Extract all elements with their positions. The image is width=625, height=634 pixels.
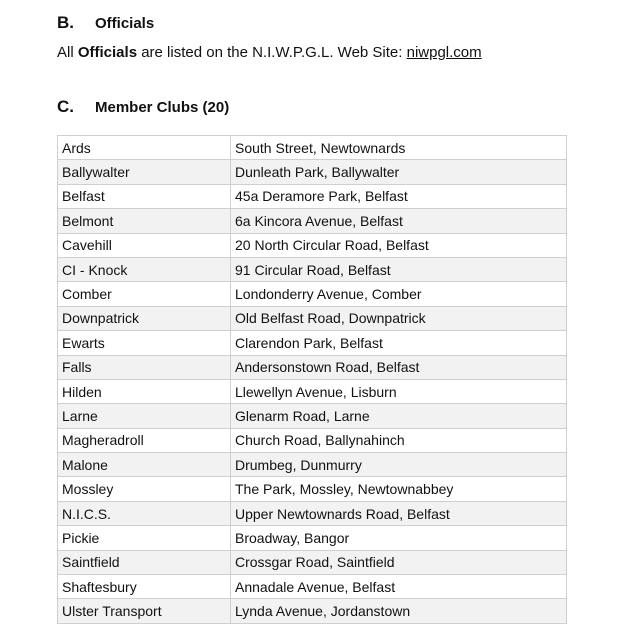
club-address-cell: Broadway, Bangor (231, 526, 567, 550)
table-row (58, 599, 567, 623)
club-address-cell: Clarendon Park, Belfast (231, 331, 567, 355)
club-name-cell: Falls (58, 355, 231, 379)
officials-text-prefix: All (57, 44, 78, 61)
club-address-cell: Londonderry Avenue, Comber (231, 282, 567, 306)
club-name-cell: Shaftesbury (58, 575, 231, 599)
table-row (58, 160, 567, 184)
table-row (58, 355, 567, 379)
table-row (58, 136, 567, 160)
section-b-heading (57, 13, 154, 33)
club-name-cell: Malone (58, 453, 231, 477)
table-row (58, 404, 567, 428)
club-name-cell: Mossley (58, 477, 231, 501)
member-clubs-table (57, 135, 567, 624)
table-row (58, 428, 567, 452)
club-name-cell: CI - Knock (58, 257, 231, 281)
club-name-cell: Pickie (58, 526, 231, 550)
club-address-cell: Upper Newtownards Road, Belfast (231, 501, 567, 525)
club-name-cell: Downpatrick (58, 306, 231, 330)
table-row (58, 453, 567, 477)
club-address-cell: Church Road, Ballynahinch (231, 428, 567, 452)
table-row (58, 575, 567, 599)
club-name-cell: Hilden (58, 379, 231, 403)
table-row (58, 526, 567, 550)
club-name-cell: Magheradroll (58, 428, 231, 452)
table-row (58, 209, 567, 233)
table-row (58, 331, 567, 355)
club-name-cell: Cavehill (58, 233, 231, 257)
section-c-letter: C. (57, 97, 74, 116)
club-name-cell: Comber (58, 282, 231, 306)
club-name-cell: Larne (58, 404, 231, 428)
table-row (58, 477, 567, 501)
club-address-cell: Llewellyn Avenue, Lisburn (231, 379, 567, 403)
table-row (58, 233, 567, 257)
club-name-cell: Belmont (58, 209, 231, 233)
table-row (58, 184, 567, 208)
club-name-cell: Ards (58, 136, 231, 160)
section-b-letter: B. (57, 13, 74, 32)
club-name-cell: Belfast (58, 184, 231, 208)
table-row (58, 501, 567, 525)
officials-text-bold: Officials (77, 44, 138, 61)
club-address-cell: Old Belfast Road, Downpatrick (231, 306, 567, 330)
section-c-title: Member Clubs (20) (95, 99, 230, 116)
table-row (58, 282, 567, 306)
club-name-cell: Saintfield (58, 550, 231, 574)
club-address-cell: Andersonstown Road, Belfast (231, 355, 567, 379)
club-address-cell: Glenarm Road, Larne (231, 404, 567, 428)
table-row (58, 257, 567, 281)
club-address-cell: Annadale Avenue, Belfast (231, 575, 567, 599)
club-name-cell: Ewarts (58, 331, 231, 355)
club-address-cell: Drumbeg, Dunmurry (231, 453, 567, 477)
section-b-title: Officials (95, 15, 155, 32)
table-row (58, 379, 567, 403)
club-name-cell: N.I.C.S. (58, 501, 231, 525)
club-address-cell: Lynda Avenue, Jordanstown (231, 599, 567, 623)
table-row (58, 306, 567, 330)
club-name-cell: Ulster Transport (58, 599, 231, 623)
website-link[interactable]: niwpgl.com (406, 44, 482, 61)
table-row (58, 550, 567, 574)
club-address-cell: Dunleath Park, Ballywalter (231, 160, 567, 184)
member-clubs-table-body (58, 136, 567, 624)
club-address-cell: 6a Kincora Avenue, Belfast (231, 209, 567, 233)
club-address-cell: South Street, Newtownards (231, 136, 567, 160)
officials-description (57, 44, 482, 61)
club-address-cell: 20 North Circular Road, Belfast (231, 233, 567, 257)
club-address-cell: 45a Deramore Park, Belfast (231, 184, 567, 208)
officials-text-middle: are listed on the N.I.W.P.G.L. Web Site: (137, 44, 407, 61)
club-address-cell: The Park, Mossley, Newtownabbey (231, 477, 567, 501)
club-address-cell: 91 Circular Road, Belfast (231, 257, 567, 281)
club-name-cell: Ballywalter (58, 160, 231, 184)
section-c-heading (57, 97, 229, 117)
club-address-cell: Crossgar Road, Saintfield (231, 550, 567, 574)
